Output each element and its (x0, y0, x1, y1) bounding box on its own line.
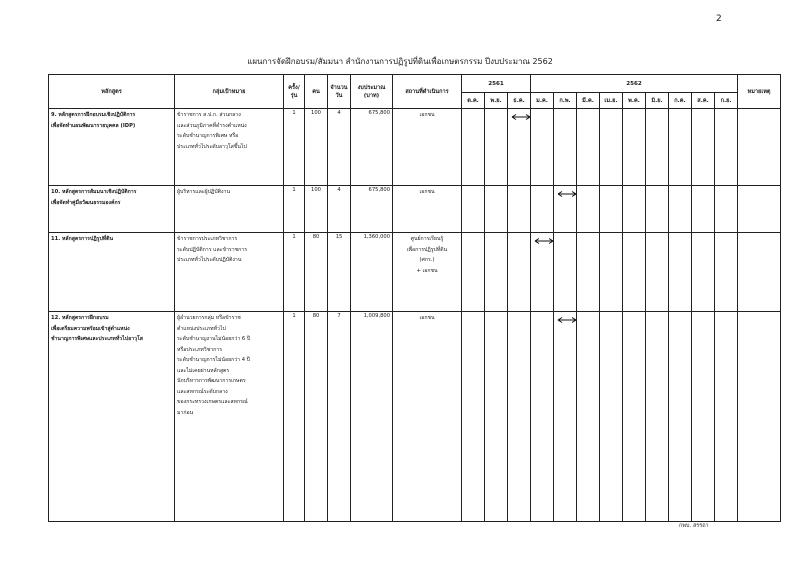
month-cell (577, 233, 600, 312)
times-cell: 1 (284, 312, 305, 522)
target-line: และสหกรณ์ระดับกลาง (177, 388, 228, 395)
month-cell (531, 312, 554, 522)
month-header: ก.ค. (669, 93, 692, 109)
month-cell (715, 109, 738, 186)
month-cell (485, 186, 508, 233)
month-cell (669, 312, 692, 522)
month-cell (577, 186, 600, 233)
days-cell: 4 (328, 186, 351, 233)
header-course: หลักสูตร (49, 75, 175, 109)
target-group-cell (175, 109, 284, 186)
table-row (49, 233, 781, 312)
days-cell: 15 (328, 233, 351, 312)
target-line: ระดับชำนาญการไม่น้อยกว่า 4 ปี (177, 357, 250, 363)
month-cell (715, 233, 738, 312)
header-budget: งบประมาณ (บาท) (351, 75, 393, 109)
month-cell (623, 312, 646, 522)
course-cell (49, 186, 175, 233)
people-cell: 100 (305, 109, 328, 186)
place-line: เพื่อการปฏิรูปที่ดิน (406, 246, 448, 253)
month-cell (554, 186, 577, 233)
month-cell (715, 186, 738, 233)
document-title: แผนการจัดฝึกอบรม/สัมมนา สำนักงานการปฏิรูปที่ดินเพื่อเกษตรกรรม ปีงบประมาณ 2562 (247, 57, 553, 66)
month-cell (531, 186, 554, 233)
month-cell (600, 109, 623, 186)
schedule-arrow-icon (555, 316, 577, 324)
target-group-cell (175, 312, 284, 522)
month-header: ส.ค. (692, 93, 715, 109)
month-cell (485, 312, 508, 522)
course-cell (49, 312, 175, 522)
budget-cell: 675,800 (351, 109, 393, 186)
course-line: เพื่อจัดทำคู่มือวัฒนธรรมองค์กร (51, 199, 121, 206)
table-row (49, 109, 781, 186)
target-line: และส่วนภูมิภาคที่ดำรงตำแหน่ง (177, 122, 247, 129)
people-cell: 80 (305, 312, 328, 522)
times-cell: 1 (284, 186, 305, 233)
course-line: 11. หลักสูตรการปฏิรูปที่ดิน (51, 236, 114, 242)
month-cell (531, 109, 554, 186)
month-header: ธ.ค. (508, 93, 531, 109)
target-line: นักบริหารการพัฒนาการเกษตร (177, 378, 246, 384)
schedule-arrow-icon (555, 190, 577, 198)
place-line: + เอกชน (416, 267, 438, 274)
month-header: พ.ค. (623, 93, 646, 109)
target-line: มาก่อน (177, 409, 194, 416)
month-cell (669, 109, 692, 186)
footer-note: กพบ. สรรถา (679, 523, 709, 529)
remarks-cell (738, 233, 781, 312)
header-times: ครั้ง/รุ่น (284, 75, 305, 109)
schedule-arrow-icon (532, 237, 554, 245)
place-line: เอกชน (419, 315, 435, 321)
target-line: ผู้อำนวยการกลุ่ม หรือข้าราช (177, 315, 241, 321)
month-cell (508, 312, 531, 522)
place-cell (393, 109, 462, 186)
month-cell (692, 186, 715, 233)
place-line: ศูนย์การเรียนรู้ (410, 236, 444, 242)
target-line: ประเภททั่วไประดับปฏิบัติงาน (177, 257, 242, 263)
remarks-cell (738, 312, 781, 522)
month-header: พ.ย. (485, 93, 508, 109)
target-line: ผู้บริหารและผู้ปฏิบัติงาน (177, 189, 231, 195)
month-cell (600, 233, 623, 312)
table-row (49, 186, 781, 233)
month-cell (623, 186, 646, 233)
place-line: เอกชน (419, 189, 435, 195)
course-line: เพื่อจัดทำแผนพัฒนารายบุคคล (IDP) (51, 122, 136, 129)
month-cell (462, 312, 485, 522)
target-group-cell (175, 186, 284, 233)
times-cell: 1 (284, 109, 305, 186)
month-header: ต.ค. (462, 93, 485, 109)
budget-cell: 1,009,800 (351, 312, 393, 522)
month-header: ม.ค. (531, 93, 554, 109)
place-cell (393, 312, 462, 522)
month-cell (554, 233, 577, 312)
budget-cell: 1,360,000 (351, 233, 393, 312)
target-line: ระดับชำนาญงานไม่น้อยกว่า 6 ปี (177, 336, 251, 342)
month-header: มี.ค. (577, 93, 600, 109)
month-cell (600, 186, 623, 233)
budget-cell: 675,800 (351, 186, 393, 233)
place-line: เอกชน (419, 112, 435, 118)
month-cell (692, 312, 715, 522)
target-line: และไม่เคยผ่านหลักสูตร (177, 367, 230, 374)
target-line: หรือประเภทวิชาการ (177, 346, 222, 353)
month-cell (715, 312, 738, 522)
training-plan-table (48, 74, 781, 522)
month-cell (462, 233, 485, 312)
schedule-arrow-icon (509, 113, 531, 121)
course-cell (49, 109, 175, 186)
month-cell (531, 233, 554, 312)
target-line: ข้าราชการ ส.ป.ก. ส่วนกลาง (177, 112, 241, 118)
month-header: มิ.ย. (646, 93, 669, 109)
month-cell (577, 109, 600, 186)
month-cell (623, 233, 646, 312)
month-cell (577, 312, 600, 522)
times-cell: 1 (284, 233, 305, 312)
month-cell (508, 233, 531, 312)
month-cell (669, 186, 692, 233)
remarks-cell (738, 186, 781, 233)
month-cell (485, 109, 508, 186)
month-cell (646, 109, 669, 186)
month-cell (623, 109, 646, 186)
month-cell (462, 186, 485, 233)
place-line: (ศกร.) (419, 257, 435, 263)
course-line: ชำนาญการพิเศษและประเภททั่วไปอาวุโส (51, 336, 143, 342)
page-number: 2 (716, 14, 722, 24)
table-row (49, 312, 781, 522)
course-line: 12. หลักสูตรการฝึกอบรม (51, 315, 109, 321)
month-header: เม.ย. (600, 93, 623, 109)
month-cell (485, 233, 508, 312)
target-line: ของกระทรวงเกษตรและสหกรณ์ (177, 399, 248, 405)
course-cell (49, 233, 175, 312)
month-cell (646, 186, 669, 233)
target-group-cell (175, 233, 284, 312)
month-cell (508, 186, 531, 233)
header-year-2561: 2561 (462, 75, 531, 93)
place-cell (393, 233, 462, 312)
month-cell (669, 233, 692, 312)
header-days: จำนวนวัน (328, 75, 351, 109)
course-line: เพื่อเตรียมความพร้อมเข้าสู่ตำแหน่ง (51, 325, 130, 332)
target-line: ประเภททั่วไประดับอาวุโสขึ้นไป (177, 143, 247, 150)
header-place: สถานที่ดำเนินการ (393, 75, 462, 109)
month-header: ก.พ. (554, 93, 577, 109)
month-cell (646, 312, 669, 522)
course-line: 10. หลักสูตรการสัมมนาเชิงปฏิบัติการ (51, 189, 137, 195)
place-cell (393, 186, 462, 233)
target-line: ระดับปฏิบัติการ และข้าราชการ (177, 246, 247, 253)
header-target: กลุ่มเป้าหมาย (175, 75, 284, 109)
target-line: ระดับชำนาญการพิเศษ หรือ (177, 133, 239, 139)
month-cell (692, 233, 715, 312)
month-header: ก.ย. (715, 93, 738, 109)
month-cell (554, 312, 577, 522)
month-cell (692, 109, 715, 186)
month-cell (646, 233, 669, 312)
days-cell: 7 (328, 312, 351, 522)
month-cell (462, 109, 485, 186)
people-cell: 80 (305, 233, 328, 312)
header-year-2562: 2562 (531, 75, 738, 93)
month-cell (600, 312, 623, 522)
target-line: ตำแหน่งประเภททั่วไป (177, 325, 226, 332)
remarks-cell (738, 109, 781, 186)
month-cell (554, 109, 577, 186)
days-cell: 4 (328, 109, 351, 186)
header-remarks: หมายเหตุ (738, 75, 781, 109)
header-people: คน (305, 75, 328, 109)
month-cell (508, 109, 531, 186)
people-cell: 100 (305, 186, 328, 233)
course-line: 9. หลักสูตรการฝึกอบรมเชิงปฏิบัติการ (51, 112, 136, 118)
target-line: ข้าราชการประเภทวิชาการ (177, 236, 238, 242)
